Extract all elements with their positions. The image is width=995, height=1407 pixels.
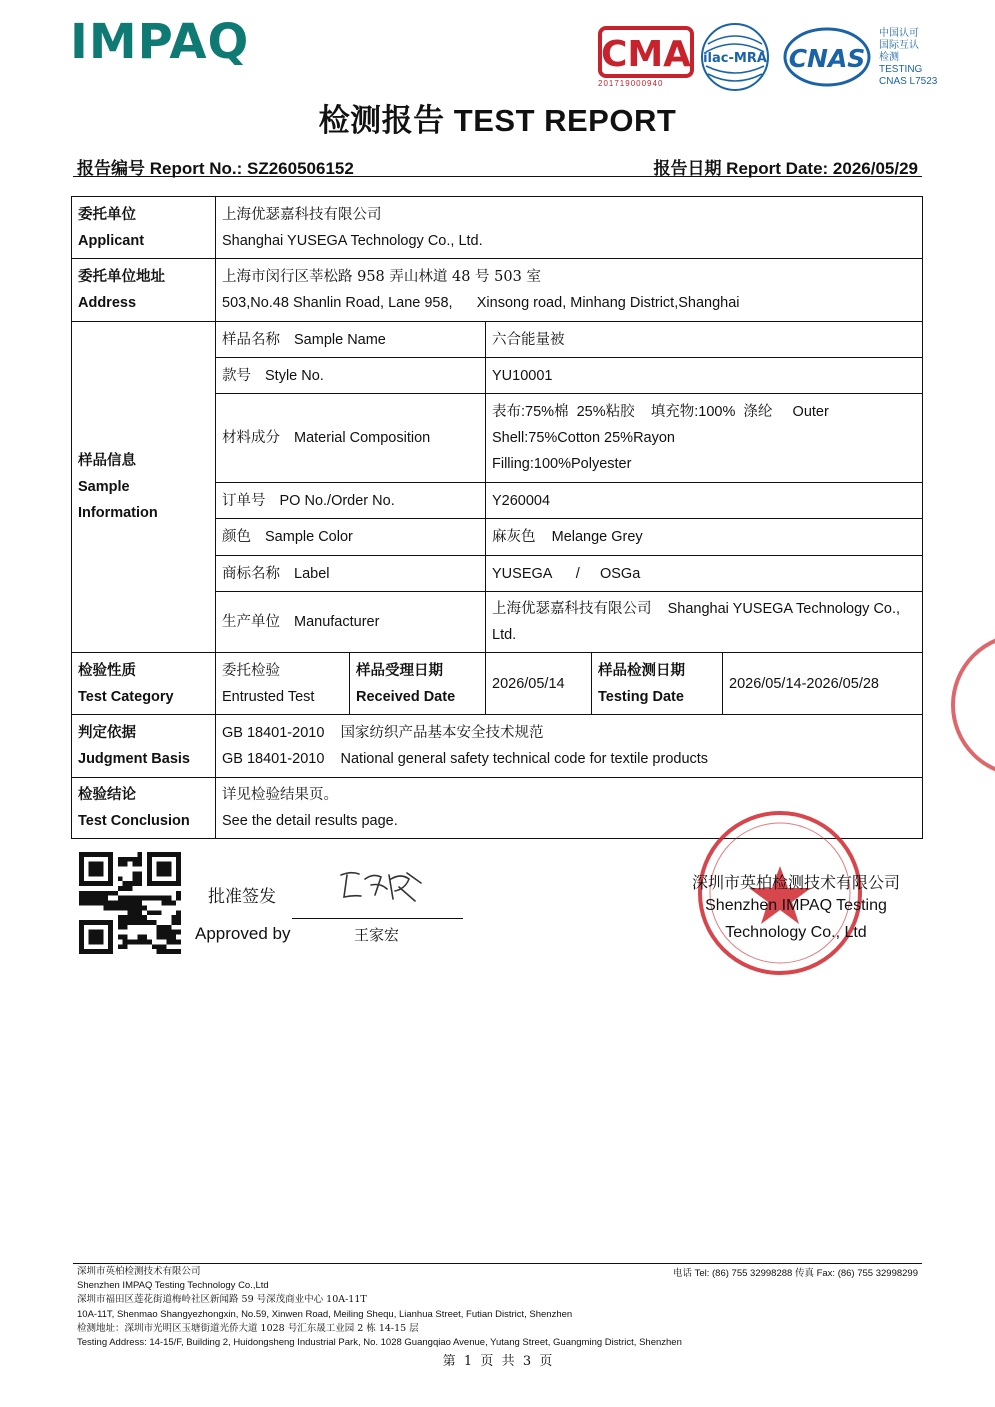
category-label: 检验性质 Test Category (72, 653, 216, 715)
cnas-logo (782, 26, 872, 88)
signature-line (292, 918, 463, 919)
label-value: YUSEGA / OSGa (486, 556, 923, 592)
lab-name-en-line1: Shenzhen IMPAQ Testing (705, 897, 887, 914)
color-key: 颜色 Sample Color (216, 519, 486, 556)
received-date-value: 2026/05/14 (486, 653, 592, 715)
color-value: 麻灰色 Melange Grey (486, 519, 923, 556)
cnas-text: CNAS (788, 44, 866, 73)
footer-address: 深圳市英柏检测技术有限公司 Shenzhen IMPAQ Testing Technology Co.,Ltd 深圳市福田区莲花街道梅岭社区新闻路 59 号深茂商业中心 10A-11T 10A-11T, Shenmao Shangyezhongxin, No.59, Xinwen Road, Meiling Shequ, Lianhua Street, Futian District, Shenzhen 检测地址：深圳市光明区玉塘街道光侨大道 1028 号汇东晟工业园 2 栋 14-15 层 Testing Address: 14-15/F, Building 2, Huidongsheng Industrial Park, No. 1028 Guangqiao Avenue, Yutang Street, Guangming District, Shenzhen (77, 1266, 682, 1349)
basis-label: 判定依据 Judgment Basis (72, 715, 216, 778)
approved-by-label-en: Approved by (195, 924, 291, 943)
sample-name-value: 六合能量被 (486, 322, 923, 358)
cma-text: CMA (600, 34, 692, 75)
label-key: 商标名称 Label (216, 556, 486, 592)
received-date-label: 样品受理日期 Received Date (350, 653, 486, 715)
address-row (72, 259, 923, 322)
report-title: 检测报告 TEST REPORT (318, 103, 677, 138)
ilac-mra-logo (698, 22, 772, 92)
partial-seal-stamp (948, 630, 995, 780)
header-divider (73, 176, 922, 177)
style-no-value: YU10001 (486, 358, 923, 394)
basis-value: GB 18401-2010 国家纺织产品基本安全技术规范 GB 18401-2010 National general safety technical code for textile products (216, 715, 923, 778)
applicant-label: 委托单位 Applicant (72, 197, 216, 259)
page-number: 第 1 页 共 3 页 (442, 1354, 553, 1369)
category-value: 委托检验 Entrusted Test (216, 653, 350, 715)
approved-by-label-cn: 批准签发 (208, 887, 276, 907)
conclusion-value: 详见检验结果页。 See the detail results page. (216, 778, 923, 839)
order-no-value: Y260004 (486, 483, 923, 519)
order-no-key: 订单号 PO No./Order No. (216, 483, 486, 519)
signature-image (335, 865, 425, 905)
address-label: 委托单位地址 Address (72, 259, 216, 322)
testing-date-value: 2026/05/14-2026/05/28 (723, 653, 923, 715)
cma-logo (598, 26, 694, 78)
cnas-caption: 中国认可 国际互认 检测 TESTING CNAS L7523 (879, 28, 938, 87)
conclusion-label: 检验结论 Test Conclusion (72, 778, 216, 839)
qr-code (79, 852, 181, 954)
manufacturer-key: 生产单位 Manufacturer (216, 592, 486, 653)
composition-value: 表布:75%棉 25%粘胶 填充物:100% 涤纶 Outer Shell:75%Cotton 25%Rayon Filling:100%Polyester (486, 394, 923, 483)
impaq-logo: IMPAQ (70, 14, 250, 70)
sample-info-label: 样品信息 Sample Information (72, 322, 216, 653)
style-no-key: 款号 Style No. (216, 358, 486, 394)
sample-name-row (72, 322, 923, 358)
address-value: 上海市闵行区莘松路 958 弄山林道 48 号 503 室 503,No.48 Shanlin Road, Lane 958, Xinsong road, Minhang District,Shanghai (216, 259, 923, 322)
signatory-name: 王家宏 (354, 926, 400, 944)
ilac-text: ilac-MRA (703, 51, 767, 66)
lab-name-cn: 深圳市英柏检测技术有限公司 (691, 873, 900, 892)
category-row (72, 653, 923, 715)
footer-contact: 电话 Tel: (86) 755 32998288 传真 Fax: (86) 755 32998299 (672, 1268, 918, 1279)
composition-key: 材料成分 Material Composition (216, 394, 486, 483)
cma-number: 201719000940 (598, 79, 664, 88)
testing-date-label: 样品检测日期 Testing Date (592, 653, 723, 715)
applicant-row (72, 197, 923, 259)
manufacturer-value: 上海优瑟嘉科技有限公司 Shanghai YUSEGA Technology Co., Ltd. (486, 592, 923, 653)
report-date: 报告日期 Report Date: 2026/05/29 (653, 159, 918, 178)
sample-name-key: 样品名称 Sample Name (216, 322, 486, 358)
lab-name-en-line2: Technology Co., Ltd (725, 924, 867, 941)
company-seal-stamp (695, 808, 865, 978)
footer-divider (73, 1263, 922, 1264)
report-number: 报告编号 Report No.: SZ260506152 (77, 159, 354, 178)
applicant-value: 上海优瑟嘉科技有限公司 Shanghai YUSEGA Technology Co., Ltd. (216, 197, 923, 259)
report-table (71, 196, 923, 839)
basis-row (72, 715, 923, 778)
